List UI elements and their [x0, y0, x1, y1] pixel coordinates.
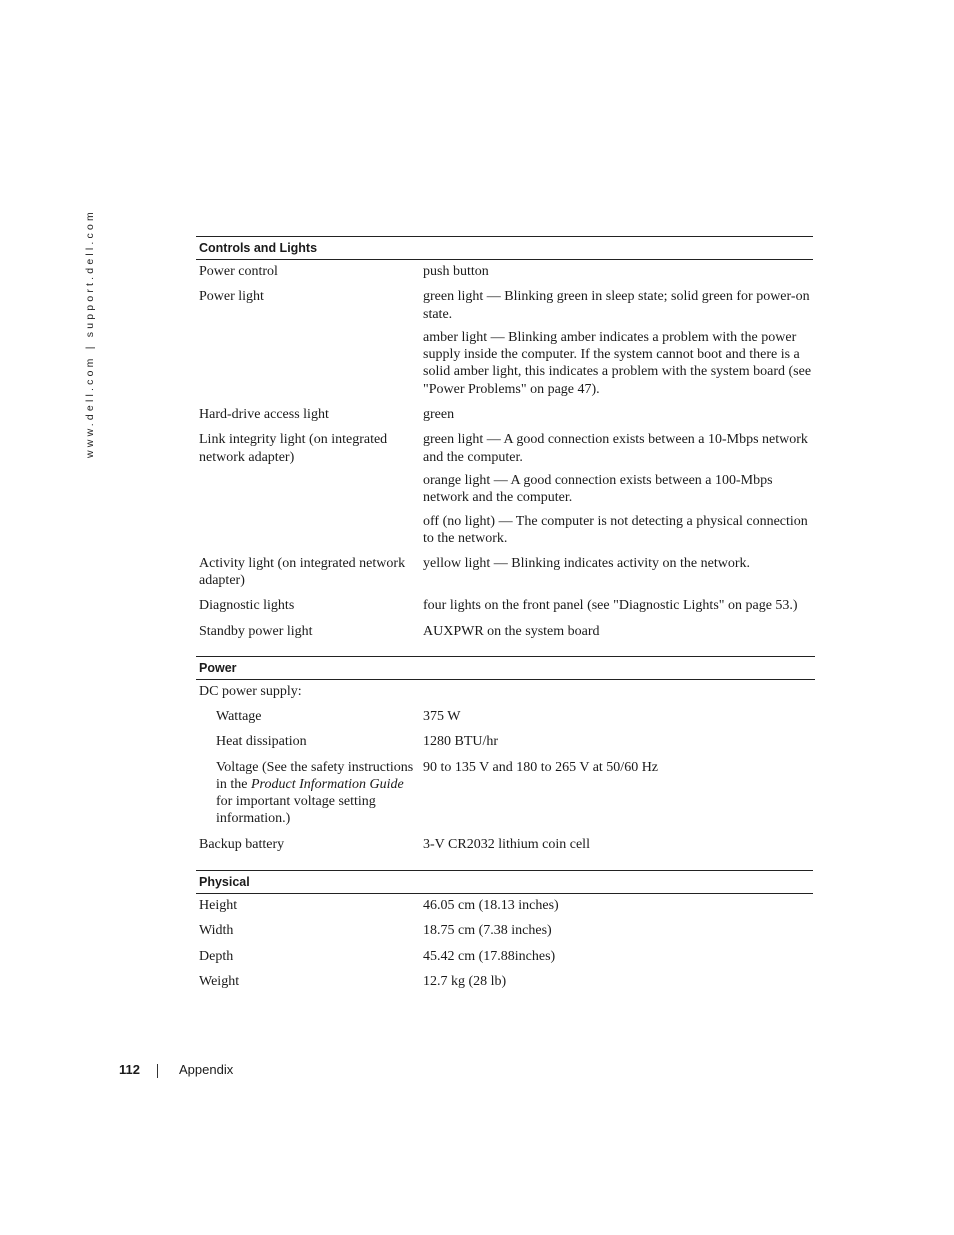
physical-section: [196, 870, 813, 990]
spec-value: green: [423, 407, 455, 423]
spec-value: yellow light — Blinking indicates activity on the network.: [423, 556, 751, 572]
spec-row: [196, 708, 815, 725]
spec-row: [196, 922, 813, 939]
spec-row: [196, 623, 813, 640]
spec-row: [196, 683, 815, 700]
spec-row: [196, 555, 813, 589]
spec-label: Heat dissipation: [216, 734, 307, 750]
spec-label: Link integrity light (on integrated network adapter): [199, 432, 388, 465]
spec-value: 46.05 cm (18.13 inches): [423, 898, 559, 913]
section-heading: Power: [196, 656, 815, 680]
spec-label: Height: [199, 898, 238, 913]
spec-label: Diagnostic lights: [199, 598, 295, 614]
spec-label: Backup battery: [199, 836, 285, 852]
spec-value: AUXPWR on the system board: [423, 623, 600, 639]
spec-value: 1280 BTU/hr: [423, 734, 499, 750]
footer-title: Appendix: [179, 1062, 234, 1077]
spec-row: [196, 263, 813, 280]
spec-row: [196, 759, 815, 828]
section-heading: Controls and Lights: [196, 236, 813, 260]
spec-value: 18.75 cm (7.38 inches): [423, 923, 552, 939]
spec-row: [196, 897, 813, 914]
spec-label: Width: [199, 923, 234, 939]
page-number: 112: [119, 1062, 140, 1077]
spec-row: [196, 836, 815, 853]
spec-row: [196, 973, 813, 990]
footer-divider: [157, 1064, 158, 1078]
spec-row: [196, 288, 813, 398]
spec-label: Power control: [199, 264, 278, 279]
spec-row: [196, 431, 813, 547]
spec-value: 12.7 kg (28 lb): [423, 973, 507, 989]
spec-label: Depth: [199, 948, 234, 964]
spec-value: 375 W: [423, 709, 461, 724]
spec-row: [196, 733, 815, 750]
section-heading: Physical: [196, 870, 813, 894]
spec-value: 90 to 135 V and 180 to 265 V at 50/60 Hz: [423, 759, 659, 775]
spec-row: [196, 948, 813, 965]
controls-section: [196, 236, 813, 640]
spec-label: Hard-drive access light: [199, 407, 329, 423]
side-url: www.dell.com | support.dell.com: [84, 209, 96, 458]
spec-label: DC power supply:: [199, 684, 302, 699]
spec-value: 3-V CR2032 lithium coin cell: [423, 836, 590, 852]
spec-label: Standby power light: [199, 623, 313, 639]
spec-label: Wattage: [216, 709, 262, 724]
spec-label: Voltage (See the safety instructions in the Product Information Guide for important voltage setting information.): [216, 759, 414, 827]
spec-label: Power light: [199, 289, 264, 305]
spec-value: push button: [423, 264, 489, 279]
spec-value: 45.42 cm (17.88inches): [423, 948, 556, 964]
spec-row: [196, 597, 813, 614]
spec-value: green light — Blinking green in sleep state; solid green for power-on state. amber light — Blinking amber indicates a problem with the power supply inside the computer. If the system cannot boot and there is a solid amber light, this indicates a problem with the system board (see "Power Problems" on page 47).: [423, 289, 812, 397]
power-section: [196, 656, 815, 853]
spec-label: Activity light (on integrated network adapter): [199, 556, 406, 589]
spec-value: green light — A good connection exists between a 10-Mbps network and the computer. orange light — A good connection exists between a 100-Mbps network and the computer. off (no light) — The computer is not detecting a physical connection to the network.: [423, 432, 808, 546]
spec-label: Weight: [199, 973, 240, 989]
spec-value: four lights on the front panel (see "Diagnostic Lights" on page 53.): [423, 598, 798, 614]
spec-row: [196, 406, 813, 423]
